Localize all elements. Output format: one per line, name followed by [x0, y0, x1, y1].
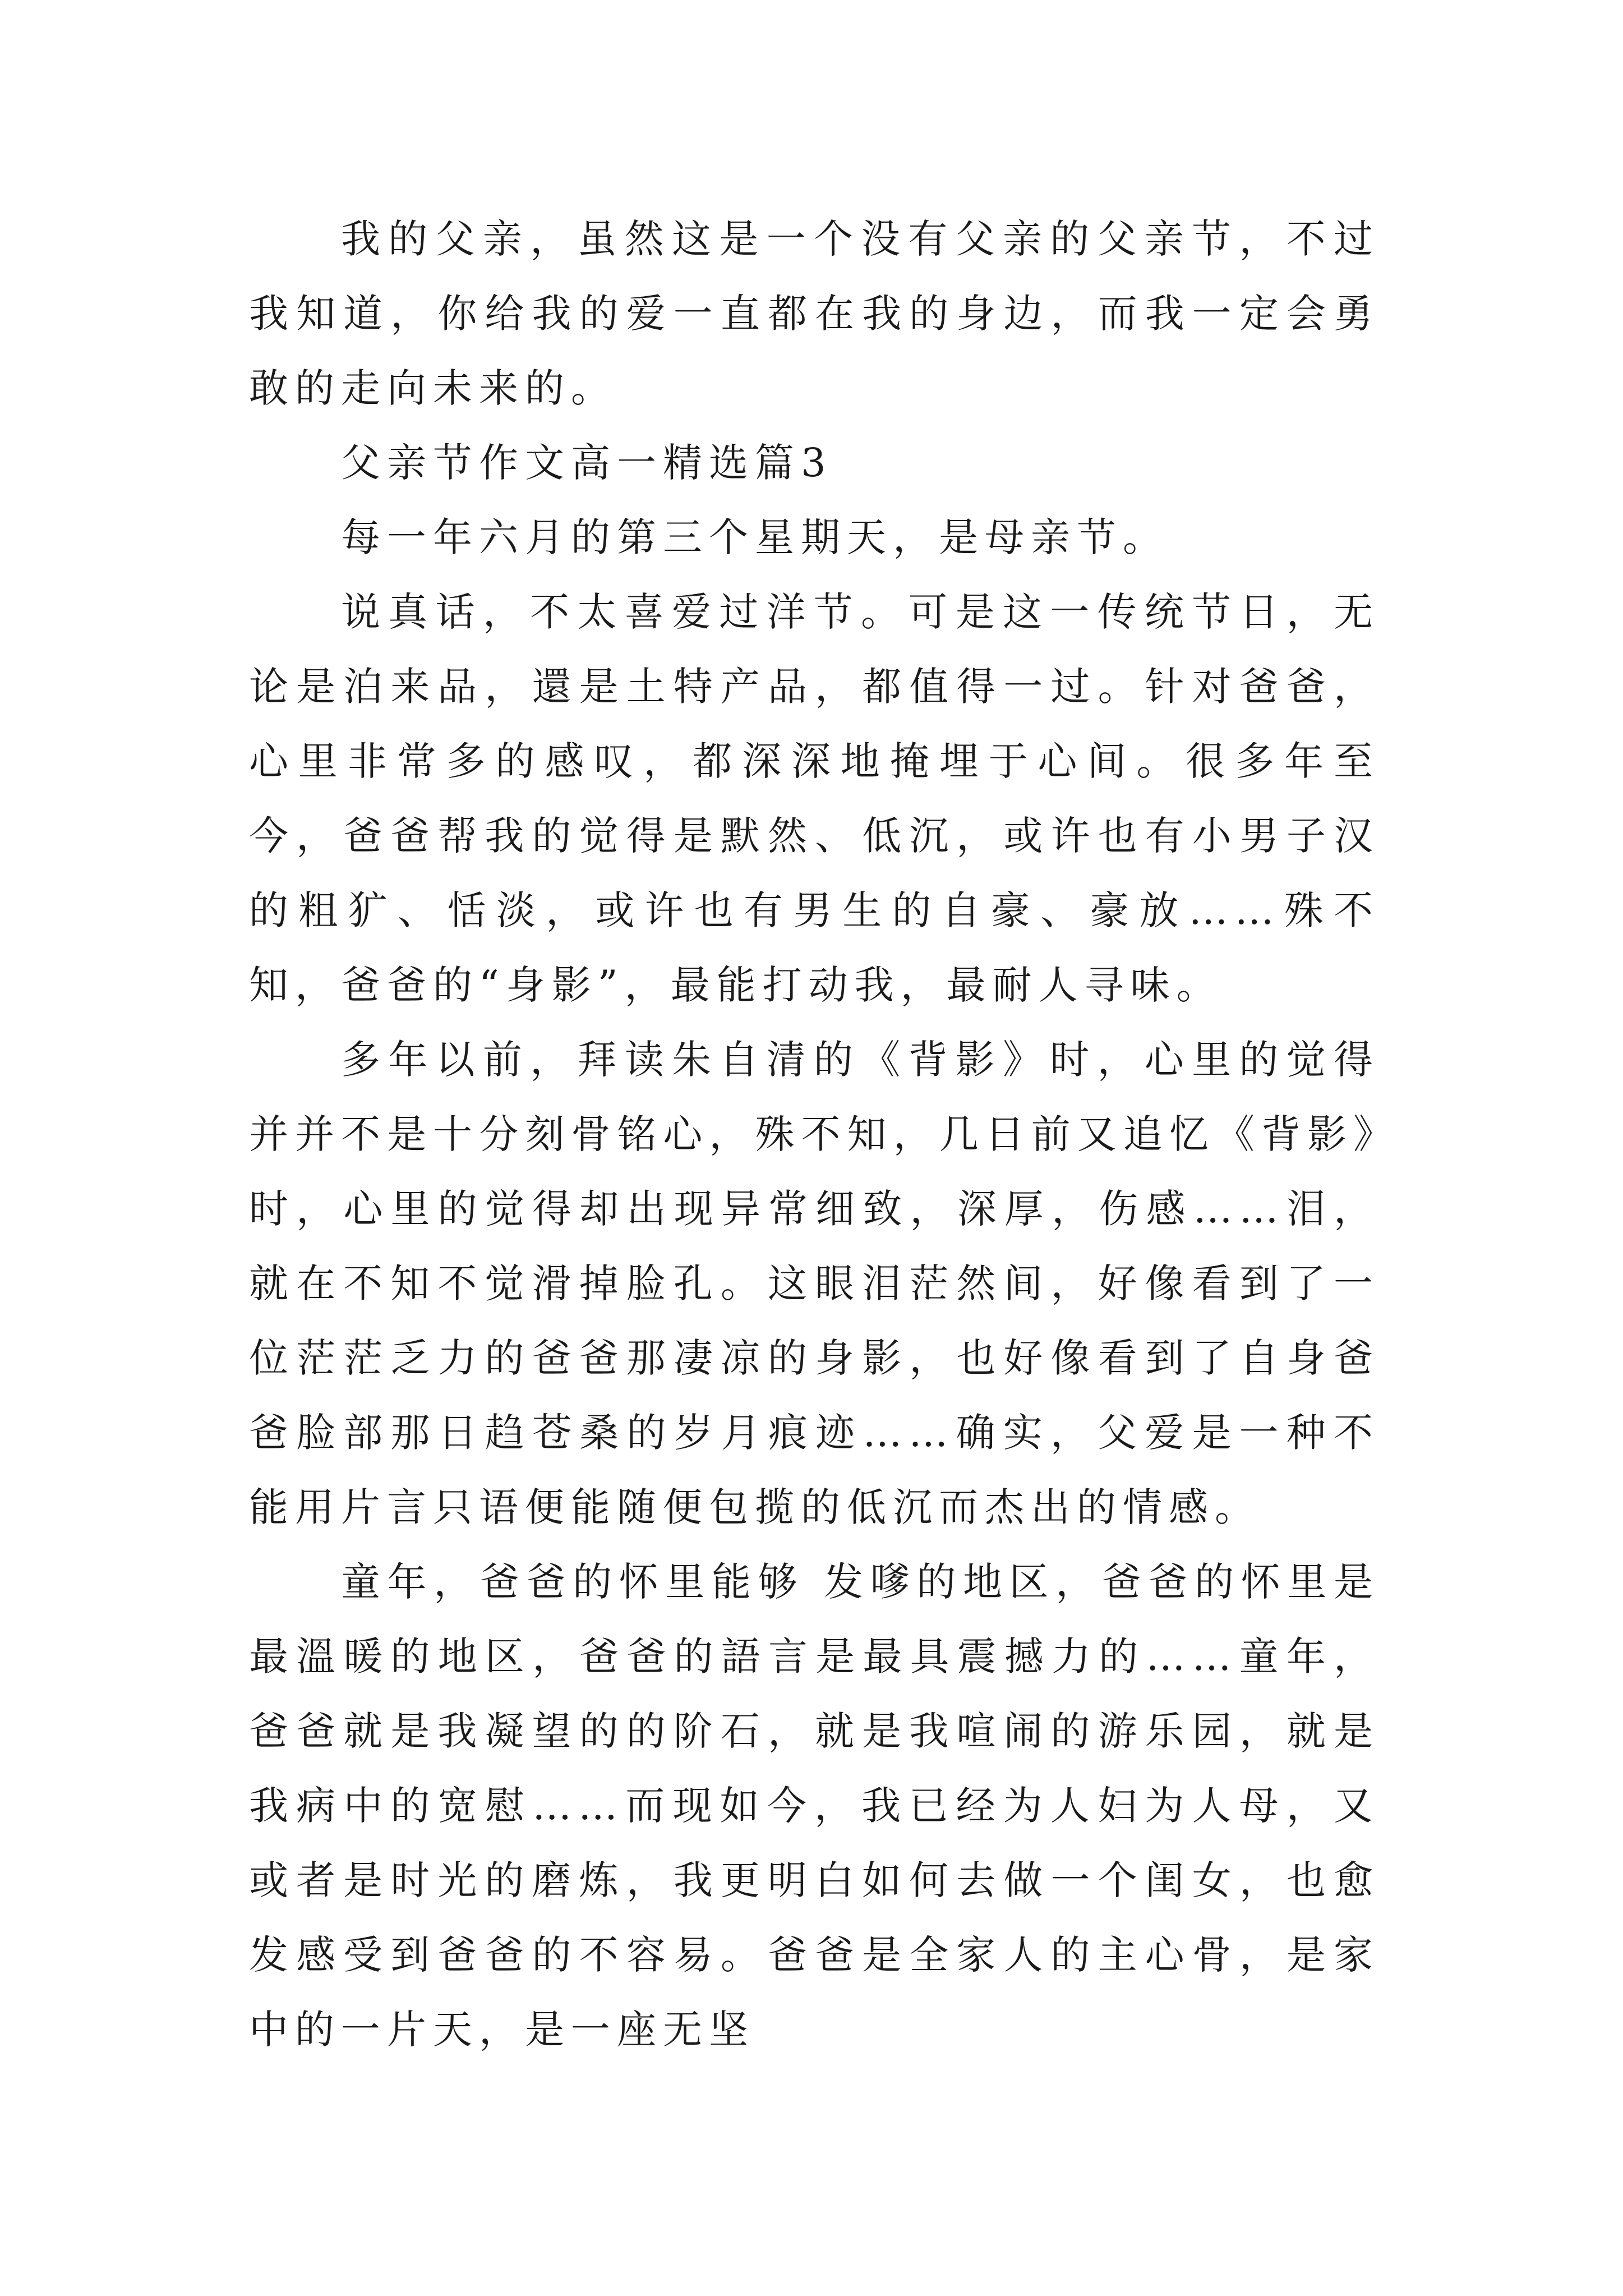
paragraph: 每一年六月的第三个星期天，是母亲节。	[341, 514, 1169, 560]
paragraph: 童年，爸爸的怀里能够 发嗲的地区，爸爸的怀里是最溫暖的地区，爸爸的語言是最具震撼力的……童年，爸爸就是我凝望的的阶石，就是我喧闹的游乐园，就是我病中的宽慰……而现如今，我已经为人妇为人母，又或者是时光的磨炼，我更明白如何去做一个闺女，也愈发感受到爸爸的不容易。爸爸是全家人的主心骨，是家中的一片天，是一座无坚	[249, 1559, 1380, 2053]
document-body	[249, 202, 1380, 2067]
paragraph: 我的父亲，虽然这是一个没有父亲的父亲节，不过我知道，你给我的爱一直都在我的身边，而我一定会勇敢的走向未来的。	[249, 216, 1380, 411]
section-heading: 父亲节作文高一精选篇3	[341, 440, 833, 486]
paragraph: 说真话，不太喜爱过洋节。可是这一传统节日，无论是泊来品，還是土特产品，都值得一过。针对爸爸，心里非常多的感叹，都深深地掩埋于心间。很多年至今，爸爸帮我的觉得是默然、低沉，或许也有小男子汉的粗犷、恬淡，或许也有男生的自豪、豪放……殊不知，爸爸的“身影”，最能打动我，最耐人寻味。	[249, 589, 1380, 1008]
paragraph: 多年以前，拜读朱自清的《背影》时，心里的觉得并并不是十分刻骨铭心，殊不知，几日前又追忆《背影》时，心里的觉得却出现异常细致，深厚，伤感……泪，就在不知不觉滑掉脸孔。这眼泪茫然间，好像看到了一位茫茫乏力的爸爸那凄凉的身影，也好像看到了自身爸爸脸部那日趋苍桑的岁月痕迹……确实，父爱是一种不能用片言只语便能随便包揽的低沉而杰出的情感。	[249, 1037, 1380, 1530]
